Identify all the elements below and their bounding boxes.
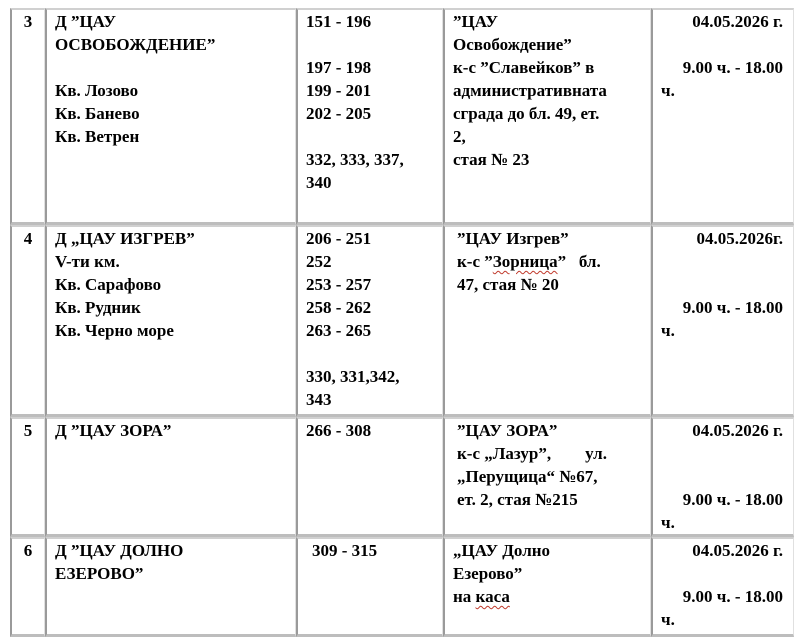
district-line: Кв. Лозово bbox=[55, 81, 139, 100]
date-value: 04.05.2026г. bbox=[696, 229, 783, 248]
location-line: ”ЦАУ Изгрев” bbox=[457, 229, 569, 248]
hours-value: 9.00 ч. - 18.00 bbox=[682, 490, 783, 509]
location-line: ”ЦАУ ЗОРА” bbox=[457, 421, 558, 440]
row-number: 3 bbox=[10, 8, 45, 225]
table-row bbox=[10, 537, 794, 637]
row-number: 4 bbox=[10, 225, 45, 417]
district-line: Кв. Банево bbox=[55, 104, 140, 123]
section-range: 202 - 205 bbox=[306, 104, 372, 123]
district-line: ОСВОБОЖДЕНИЕ” bbox=[55, 35, 216, 54]
district-line: Кв. Ветрен bbox=[55, 127, 140, 146]
date-value: 04.05.2026 г. bbox=[692, 421, 783, 440]
district-line: V-ти км. bbox=[55, 252, 120, 271]
location-line: к-с ”Славейков” в bbox=[453, 58, 595, 77]
hours-value: 9.00 ч. - 18.00 bbox=[682, 587, 783, 606]
table-row bbox=[10, 8, 794, 225]
location-line: административната bbox=[453, 81, 607, 100]
section-range: 252 bbox=[306, 252, 332, 271]
location-line: Езерово” bbox=[453, 564, 523, 583]
district-cell bbox=[45, 537, 296, 637]
location-line: 2, bbox=[453, 127, 466, 146]
section-range: 263 - 265 bbox=[306, 321, 372, 340]
district-cell bbox=[45, 225, 296, 417]
location-highlight: Зорница bbox=[492, 252, 558, 271]
section-range: 199 - 201 bbox=[306, 81, 372, 100]
location-cell bbox=[443, 8, 651, 225]
district-line: Кв. Рудник bbox=[55, 298, 141, 317]
location-line: на каса bbox=[453, 587, 510, 606]
hours-value: 9.00 ч. - 18.00 bbox=[682, 58, 783, 77]
location-line: ет. 2, стая №215 bbox=[457, 490, 578, 509]
hours-unit: ч. bbox=[661, 513, 675, 532]
section-range: 253 - 257 bbox=[306, 275, 372, 294]
location-line: „ЦАУ Долно bbox=[453, 541, 551, 560]
date-time-cell bbox=[651, 8, 794, 225]
date-time-cell bbox=[651, 417, 794, 537]
hours-unit: ч. bbox=[661, 321, 675, 340]
section-range: 340 bbox=[306, 173, 332, 192]
location-cell bbox=[443, 417, 651, 537]
section-range: 151 - 196 bbox=[306, 12, 372, 31]
district-line: Кв. Сарафово bbox=[55, 275, 162, 294]
section-range: 343 bbox=[306, 390, 332, 409]
district-line: Д ”ЦАУ bbox=[55, 12, 116, 31]
location-line: к-с „Лазур”, ул. bbox=[457, 444, 607, 463]
section-range: 206 - 251 bbox=[306, 229, 372, 248]
row-number: 5 bbox=[10, 417, 45, 537]
row-number: 6 bbox=[10, 537, 45, 637]
hours-unit: ч. bbox=[661, 610, 675, 629]
section-range: 197 - 198 bbox=[306, 58, 372, 77]
district-line: ЕЗЕРОВО” bbox=[55, 564, 144, 583]
location-line: стая № 23 bbox=[453, 150, 530, 169]
district-line: Д ”ЦАУ ЗОРА” bbox=[55, 421, 172, 440]
date-value: 04.05.2026 г. bbox=[692, 541, 783, 560]
location-cell bbox=[443, 537, 651, 637]
section-range: 258 - 262 bbox=[306, 298, 372, 317]
sections-cell bbox=[296, 225, 443, 417]
location-line: к-с ”Зорница” бл. bbox=[457, 252, 601, 271]
district-line: Д ”ЦАУ ДОЛНО bbox=[55, 541, 184, 560]
section-range: 332, 333, 337, bbox=[306, 150, 404, 169]
date-time-cell bbox=[651, 537, 794, 637]
sections-cell bbox=[296, 417, 443, 537]
district-cell bbox=[45, 417, 296, 537]
table-row bbox=[10, 225, 794, 417]
table-row bbox=[10, 417, 794, 537]
sections-cell bbox=[296, 8, 443, 225]
date-value: 04.05.2026 г. bbox=[692, 12, 783, 31]
location-line: Освобождение” bbox=[453, 35, 572, 54]
election-schedule-table bbox=[10, 8, 794, 637]
location-line: сграда до бл. 49, ет. bbox=[453, 104, 600, 123]
section-range: 330, 331,342, bbox=[306, 367, 400, 386]
location-cell bbox=[443, 225, 651, 417]
district-line: Д „ЦАУ ИЗГРЕВ” bbox=[55, 229, 195, 248]
district-line: Кв. Черно море bbox=[55, 321, 174, 340]
hours-unit: ч. bbox=[661, 81, 675, 100]
district-cell bbox=[45, 8, 296, 225]
location-line: ”ЦАУ bbox=[453, 12, 498, 31]
section-range: 266 - 308 bbox=[306, 421, 372, 440]
sections-cell bbox=[296, 537, 443, 637]
section-range: 309 - 315 bbox=[312, 541, 378, 560]
location-line: „Перущица“ №67, bbox=[457, 467, 598, 486]
date-time-cell bbox=[651, 225, 794, 417]
location-line: 47, стая № 20 bbox=[457, 275, 559, 294]
hours-value: 9.00 ч. - 18.00 bbox=[682, 298, 783, 317]
location-highlight: каса bbox=[475, 587, 510, 606]
